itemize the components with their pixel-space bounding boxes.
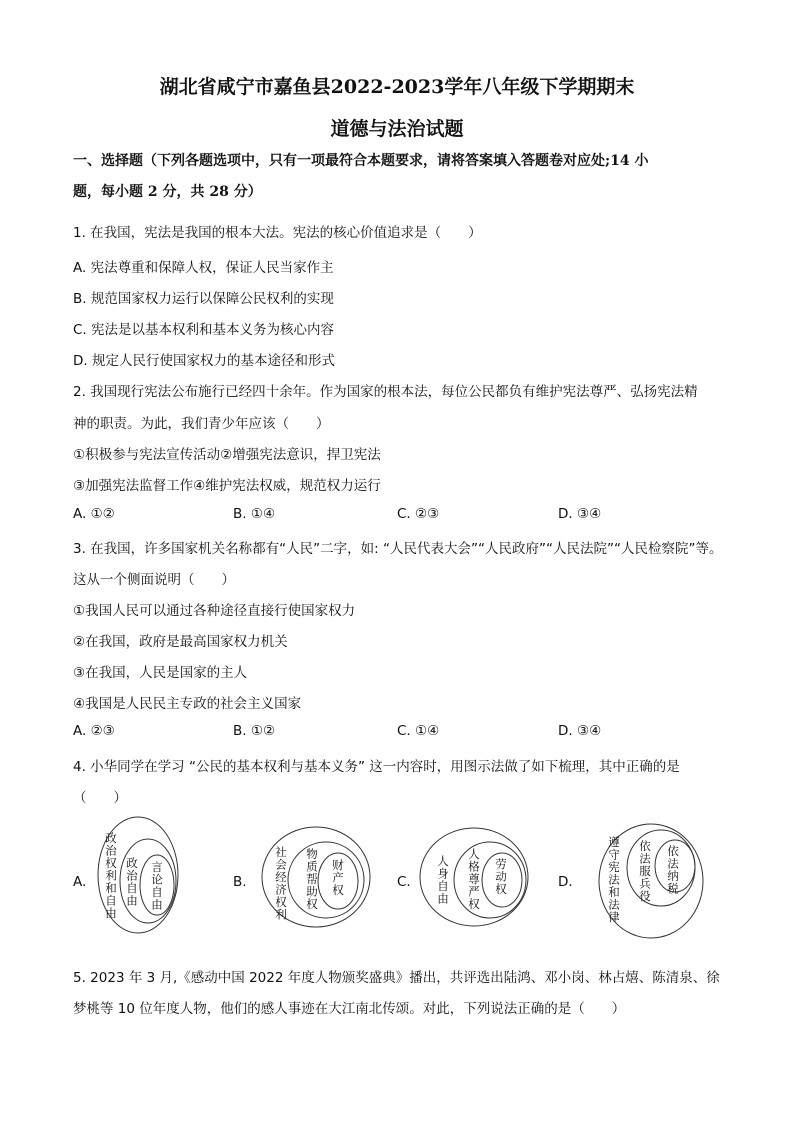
q4-diagram-b-label: B. xyxy=(233,874,247,890)
q3-option-d: D. ③④ xyxy=(558,723,602,739)
q3-item3: ③在我国，人民是国家的主人 xyxy=(73,665,248,681)
q1-option-d: D. 规定人民行使国家权力的基本途径和形式 xyxy=(73,353,335,369)
q4-diagram-a-middle: 政治自由 xyxy=(125,857,139,907)
q3-stem-line1: 3. 在我国，许多国家机关名称都有“人民”二字，如: “人民代表大会”“人民政府”“人民法院”“人民检察院”等。 xyxy=(73,541,723,557)
exam-title-line2: 道德与法治试题 xyxy=(330,118,464,140)
q3-option-c: C. ①④ xyxy=(397,723,440,739)
q2-option-a: A. ①② xyxy=(73,506,115,522)
q4-diagram-a-outer: 政治权利和自由 xyxy=(104,832,118,920)
q4-diagram-d-outer: 遵守宪法和法律 xyxy=(607,836,621,924)
q4-diagram-d-middle: 依法服兵役 xyxy=(638,840,652,903)
q4-diagram-b-middle: 物质帮助权 xyxy=(305,848,319,911)
q4-diagram-b-inner: 财产权 xyxy=(331,859,345,897)
q3-item4: ④我国是人民民主专政的社会主义国家 xyxy=(73,696,302,712)
q1-option-a: A. 宪法尊重和保障人权，保证人民当家作主 xyxy=(73,260,334,276)
q3-item1: ①我国人民可以通过各种途径直接行使国家权力 xyxy=(73,603,356,619)
q2-stem-line1: 2. 我国现行宪法公布施行已经四十余年。作为国家的根本法，每位公民都负有维护宪法尊严、弘扬宪法精 xyxy=(73,384,698,400)
q3-stem-line2: 这从一个侧面说明（ ） xyxy=(73,572,235,588)
q4-diagram-d-label: D. xyxy=(558,874,573,890)
q2-items-line2: ③加强宪法监督工作④维护宪法权威，规范权力运行 xyxy=(73,478,381,494)
q1-option-b: B. 规范国家权力运行以保障公民权利的实现 xyxy=(73,291,334,307)
q3-item2: ②在我国，政府是最高国家权力机关 xyxy=(73,634,288,650)
q1-option-c: C. 宪法是以基本权利和基本义务为核心内容 xyxy=(73,322,335,338)
section-heading-line2: 题，每小题 2 分，共 28 分） xyxy=(73,184,262,200)
q2-option-b: B. ①④ xyxy=(233,506,276,522)
q2-stem-line2: 神的职责。为此，我们青少年应该（ ） xyxy=(73,416,330,432)
q4-diagram-c-label: C. xyxy=(397,874,411,890)
q2-option-c: C. ②③ xyxy=(397,506,440,522)
q4-diagram-c-middle: 人格尊严权 xyxy=(467,848,481,911)
q3-option-a: A. ②③ xyxy=(73,723,115,739)
q2-items-line1: ①积极参与宪法宣传活动②增强宪法意识，捍卫宪法 xyxy=(73,447,381,463)
exam-title-line1: 湖北省咸宁市嘉鱼县2022-2023学年八年级下学期期末 xyxy=(159,76,635,98)
q4-diagram-c-outer: 人身自由 xyxy=(436,855,450,905)
q5-stem-line1: 5. 2023 年 3 月,《感动中国 2022 年度人物颁奖盛典》播出，共评选出陆鸿、邓小岗、林占熺、陈清泉、徐 xyxy=(73,970,720,986)
q4-stem-line2: （ ） xyxy=(73,790,127,806)
q2-option-d: D. ③④ xyxy=(558,506,602,522)
section-heading-line1: 一、选择题（下列各题选项中，只有一项最符合本题要求，请将答案填入答题卷对应处;14 小 xyxy=(73,153,649,169)
q4-diagram-d-inner: 依法纳税 xyxy=(666,845,680,895)
q4-diagram-b-outer: 社会经济权利 xyxy=(274,846,288,921)
q5-stem-line2: 梦桃等 10 位年度人物，他们的感人事迹在大江南北传颂。对此，下列说法正确的是（ ） xyxy=(73,1001,626,1017)
q3-option-b: B. ①② xyxy=(233,723,276,739)
q4-stem-line1: 4. 小华同学在学习 “公民的基本权利与基本义务” 这一内容时，用图示法做了如下梳理，其中正确的是 xyxy=(73,759,680,775)
q4-diagram-a-inner: 言论自由 xyxy=(150,861,164,911)
q4-diagram-a-label: A. xyxy=(73,874,87,890)
q1-stem: 1. 在我国，宪法是我国的根本大法。宪法的核心价值追求是（ ） xyxy=(73,225,482,241)
q4-diagram-c-inner: 劳动权 xyxy=(494,858,508,896)
